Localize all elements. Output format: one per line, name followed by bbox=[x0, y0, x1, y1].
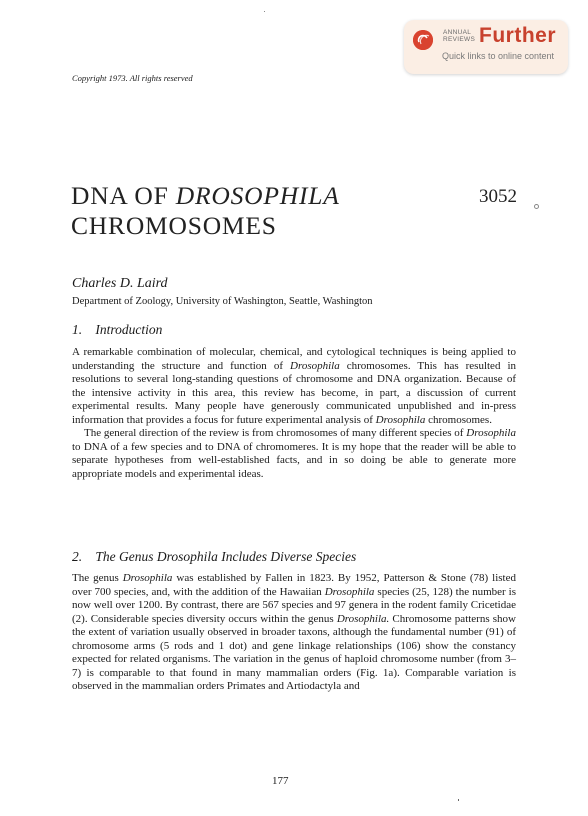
text-run: chromosomes. This has resulted in resolutions to several long-standing questions of chromosome and DNA organization. Because of the intensive activity in this area, this review has become, in part, a discussion of current experimental results. Many people have generously communicated unpublished and in-press information that provides a focus for future experimental analysis of bbox=[72, 359, 517, 426]
title-part2: DROSOPHILA bbox=[175, 181, 340, 210]
reviews-text: REVIEWS bbox=[443, 36, 476, 43]
annual-reviews-wordmark bbox=[443, 29, 475, 43]
author-affiliation: Department of Zoology, University of Washington, Seattle, Washington bbox=[72, 296, 373, 307]
title-part1: DNA OF bbox=[71, 181, 176, 210]
margin-dot bbox=[534, 204, 539, 209]
text-run: chromosomes. bbox=[425, 413, 492, 426]
section-1-title: Introduction bbox=[95, 322, 163, 337]
section-1-heading bbox=[72, 322, 162, 338]
paragraph bbox=[72, 427, 516, 481]
section-2-number: 2. bbox=[72, 549, 83, 564]
paragraph bbox=[72, 572, 516, 694]
further-badge[interactable] bbox=[404, 20, 568, 74]
text-run: The genus bbox=[72, 572, 123, 584]
italic-run: Drosophila. bbox=[336, 612, 390, 625]
italic-run: Drosophila bbox=[324, 585, 375, 598]
article-title bbox=[71, 181, 340, 241]
title-line2: CHROMOSOMES bbox=[71, 211, 277, 240]
article-code: 3052 bbox=[479, 186, 517, 207]
scan-speck bbox=[458, 799, 459, 801]
text-run: Chromosome patterns show the extent of variation usually observed in broader taxons, although the fundamental number (91) of chromosome arms (5 rods and 1 dot) and gene linkage relationships (106) show the constancy expected for related organisms. The variation in the genus of haploid chromosome number (from 3–7) is comparable to that found in many mammalian orders (Fig. 1a). Comparable variation is observed in the mammalian orders Primates and Artiodactyla and bbox=[72, 612, 516, 692]
section-2-title: The Genus Drosophila Includes Diverse Species bbox=[95, 549, 357, 564]
further-label: Further bbox=[479, 24, 556, 47]
italic-run: Drosophila bbox=[375, 413, 426, 426]
annual-text: ANNUAL bbox=[443, 29, 472, 36]
quick-links-text: Quick links to online content bbox=[442, 51, 555, 61]
author-name: Charles D. Laird bbox=[72, 276, 168, 291]
section-1-number: 1. bbox=[72, 322, 83, 337]
italic-run: Drosophila bbox=[290, 359, 340, 372]
copyright-notice: Copyright 1973. All rights reserved bbox=[72, 73, 193, 83]
scan-speck bbox=[264, 11, 265, 12]
annual-reviews-logo-icon bbox=[413, 30, 433, 50]
text-run: The general direction of the review is from chromosomes of many different species of bbox=[84, 427, 467, 439]
section-2-heading bbox=[72, 549, 356, 565]
text-run: species (25, 128) the number is now well over 1200. By contrast, there are 567 species and 97 genera in the rodent family Cricetidae (2). Considerable species diversity occurs within the genus bbox=[72, 585, 516, 625]
italic-run: Drosophila bbox=[466, 427, 516, 439]
page-number: 177 bbox=[272, 775, 289, 787]
text-run: was established by Fallen in 1823. By 1952, Patterson & Stone (78) listed over 700 species, and, with the addition of the Hawaiian bbox=[72, 572, 517, 598]
paragraph bbox=[72, 346, 516, 427]
section-1-body bbox=[72, 346, 516, 481]
section-2-body bbox=[72, 572, 516, 694]
text-run: A remarkable combination of molecular, chemical, and cytological techniques is being applied to understanding the structure and function of bbox=[72, 346, 516, 372]
italic-run: Drosophila bbox=[122, 572, 173, 584]
text-run: to DNA of a few species and to DNA of chromomeres. It is my hope that the reader will be able to separate hypotheses from well-established facts, and in so doing be able to generate more appropriate models and experimental ideas. bbox=[72, 440, 516, 480]
